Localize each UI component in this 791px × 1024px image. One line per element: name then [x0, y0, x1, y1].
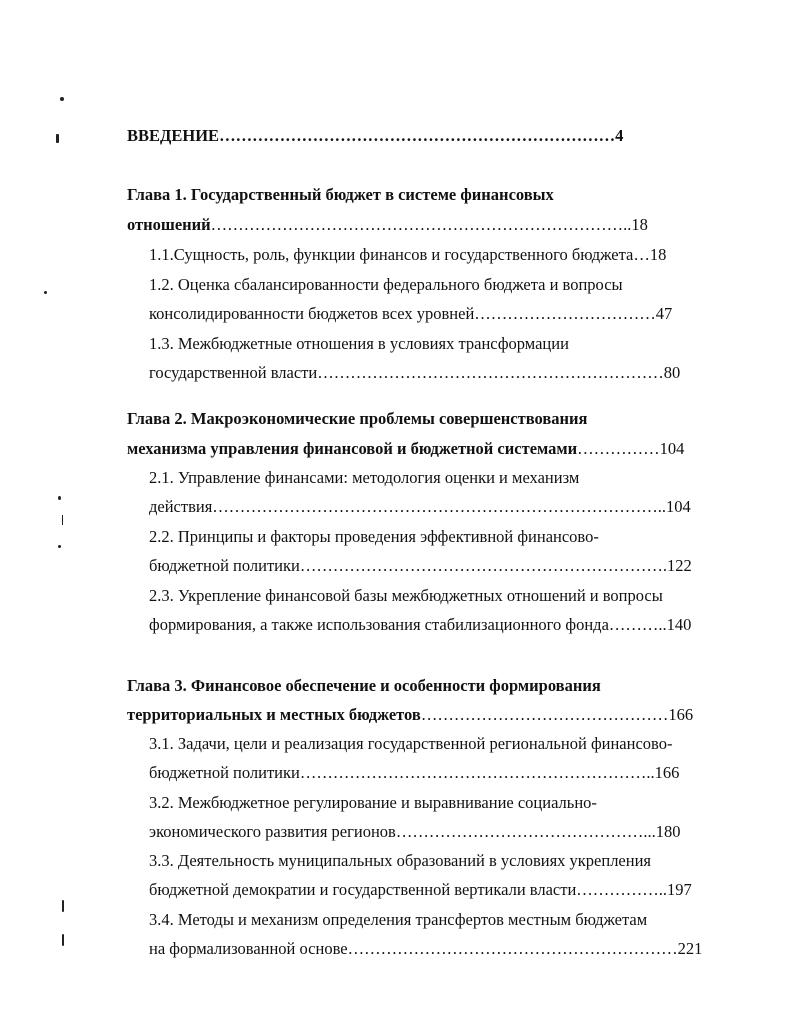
toc-page-number: 4 [615, 126, 624, 145]
scan-speck [58, 496, 61, 500]
toc-page-number: 166 [654, 763, 680, 782]
section-3-2-line-1: 3.2. Межбюджетное регулирование и выравнивание социально- [149, 793, 597, 812]
scan-speck [58, 545, 61, 548]
chapter-3-title-end: территориальных и местных бюджетов………………………………………166 [127, 705, 694, 724]
toc-page-number: 18 [649, 245, 667, 264]
section-3-2-line-2: экономического развития регионов………………………………………...180 [149, 822, 681, 841]
section-2-1-line-2: действия………………………………………………………………………..104 [149, 497, 691, 516]
chapter-2-title-end: механизма управления финансовой и бюджетной системами……………104 [127, 439, 685, 458]
scan-speck [44, 291, 47, 294]
section-2-2-line-1: 2.2. Принципы и факторы проведения эффективной финансово- [149, 527, 599, 546]
toc-title: ВВЕДЕНИЕ [127, 126, 220, 145]
scan-speck [62, 900, 64, 912]
scan-speck [60, 97, 64, 101]
chapter-3-title: Глава 3. Финансовое обеспечение и особенности формирования [127, 676, 601, 695]
chapter-1-title: Глава 1. Государственный бюджет в системе финансовых [127, 185, 554, 204]
toc-page-number: 104 [659, 439, 685, 458]
section-2-2-line-2: бюджетной политики………………………………………………………….122 [149, 556, 692, 575]
chapter-1-title-end: отношений…………………………………………………………………..18 [127, 215, 648, 234]
toc-entry-intro: ВВЕДЕНИЕ………………………………………………………………4 [127, 126, 624, 145]
scan-speck [56, 134, 59, 143]
section-2-3-line-2: формирования, а также использования стабилизационного фонда………..140 [149, 615, 692, 634]
toc-page-number: 221 [677, 939, 703, 958]
toc-page-number: 47 [655, 304, 673, 323]
section-1-1: 1.1.Сущность, роль, функции финансов и государственного бюджета…18 [149, 245, 667, 264]
section-3-4-line-2: на формализованной основе……………………………………………………221 [149, 939, 703, 958]
toc-page-number: 80 [663, 363, 681, 382]
section-3-3-line-1: 3.3. Деятельность муниципальных образований в условиях укрепления [149, 851, 652, 870]
toc-page-number: 197 [667, 880, 692, 899]
toc-page-number: 140 [666, 615, 692, 634]
scan-speck [62, 934, 64, 946]
section-1-3-line-1: 1.3. Межбюджетные отношения в условиях трансформации [149, 334, 569, 353]
toc-page-number: 122 [666, 556, 692, 575]
section-2-3-line-1: 2.3. Укрепление финансовой базы межбюджетных отношений и вопросы [149, 586, 663, 605]
section-1-2-line-1: 1.2. Оценка сбалансированности федерального бюджета и вопросы [149, 275, 623, 294]
section-1-2-line-2: консолидированности бюджетов всех уровней……………………………47 [149, 304, 673, 323]
section-3-1-line-1: 3.1. Задачи, цели и реализация государственной региональной финансово- [149, 734, 673, 753]
toc-page-number: 180 [655, 822, 681, 841]
section-1-3-line-2: государственной власти………………………………………………………80 [149, 363, 681, 382]
section-3-1-line-2: бюджетной политики………………………………………………………..166 [149, 763, 680, 782]
toc-page-number: 18 [631, 215, 648, 234]
toc-page-number: 166 [668, 705, 694, 724]
section-3-4-line-1: 3.4. Методы и механизм определения трансфертов местным бюджетам [149, 910, 648, 929]
section-3-3-line-2: бюджетной демократии и государственной вертикали власти……………..197 [149, 880, 692, 899]
section-2-1-line-1: 2.1. Управление финансами: методология оценки и механизм [149, 468, 580, 487]
toc-page-number: 104 [666, 497, 691, 516]
chapter-2-title: Глава 2. Макроэкономические проблемы совершенствования [127, 409, 588, 428]
scan-speck [62, 515, 63, 525]
